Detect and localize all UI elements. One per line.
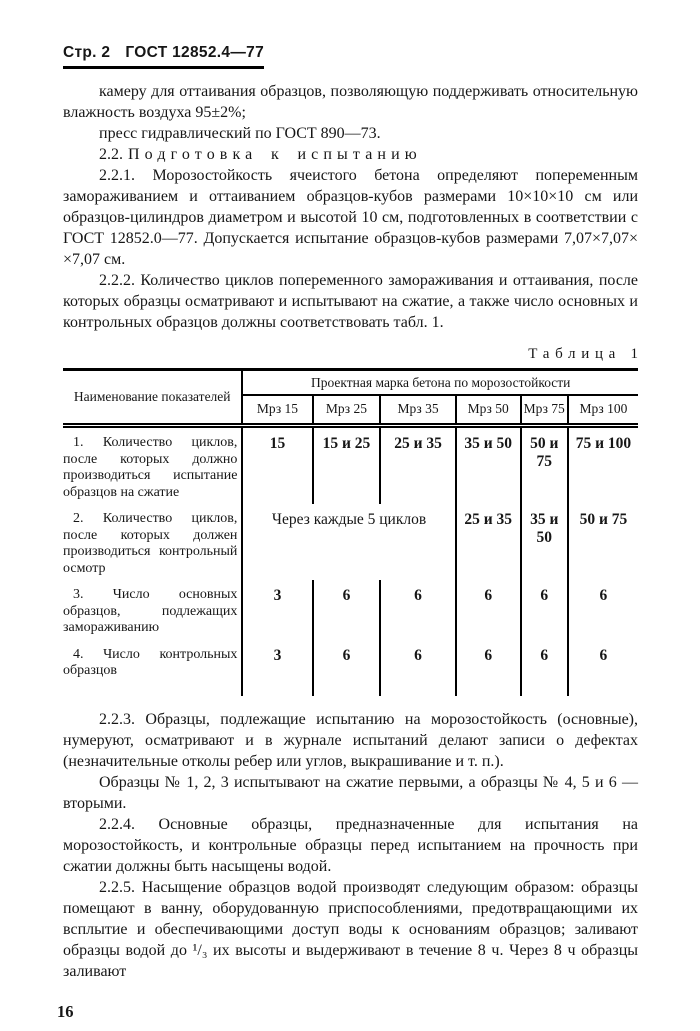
cell-value: 6 — [456, 640, 521, 696]
paragraph-2-2-2: 2.2.2. Количество циклов попеременного замораживания и оттаивания, после которых образцы осматривают и испытывают на сжатие, а также число основных и контрольных образцов должны соответствовать табл. 1. — [63, 272, 638, 331]
cell-value: 6 — [380, 640, 455, 696]
cell-value: 35 и 50 — [456, 426, 521, 505]
cell-value: 50 и 75 — [568, 504, 638, 580]
paragraph-2-2-1: 2.2.1. Морозостойкость ячеистого бетона определяют попеременным замораживанием и оттаиванием образцов-кубов размерами 10×10×10 см или образцов-цилиндров диаметром и высотой 10 см, подготовленных в соответствии с ГОСТ 12852.0—77. Допускается испытание образцов-кубов размерами 7,07×7,07× ×7,07 см. — [63, 167, 638, 268]
table-caption: Таблица 1 — [528, 346, 644, 362]
paragraph-2-2-5: 2.2.5. Насыщение образцов водой производят следующим образом: образцы помещают в ванну, оборудованную приспособлениями, предотвращающими их всплытие и обеспечивающими доступ воды к основаниям образцов; заливают образцы водой до ¹/₃ их высоты и выдерживают в течение 8 ч. Через 8 ч образцы заливают — [63, 878, 638, 980]
cell-span-value: Через каждые 5 циклов — [271, 511, 427, 528]
row-label: 3. Число основных образцов, подлежащих замораживанию — [63, 580, 242, 640]
cell-value: 50 и 75 — [521, 426, 568, 505]
table-row-control-specimens — [63, 640, 638, 696]
cell-value: 3 — [273, 646, 282, 664]
column-header-mrz25: Мрз 25 — [313, 395, 381, 426]
paragraph-thaw-chamber: камеру для оттаивания образцов, позволяющую поддерживать относительную влажность воздуха 95±2%; — [63, 83, 638, 121]
cell-value: 25 и 35 — [456, 504, 521, 580]
paragraph-hydraulic-press: пресс гидравлический по ГОСТ 890—73. — [99, 125, 381, 142]
cell-value: 6 — [521, 640, 568, 696]
column-header-mrz15: Мрз 15 — [242, 395, 312, 426]
cell-value: 75 и 100 — [568, 426, 638, 505]
table-row-compression-cycles — [63, 426, 638, 505]
section-heading-number: 2.2. — [99, 146, 123, 163]
section-heading-text: Подготовка к испытанию — [128, 146, 422, 163]
frost-resistance-table — [63, 368, 638, 696]
table-row-main-specimens — [63, 580, 638, 640]
cell-value: 35 и 50 — [521, 504, 568, 580]
cell-value: 6 — [313, 580, 381, 640]
column-header-indicator-name: Наименование показателей — [63, 370, 242, 426]
row-label: 2. Количество циклов, после которых должен производиться контрольный осмотр — [63, 504, 242, 580]
cell-value: 25 и 35 — [380, 426, 455, 505]
page-number: 16 — [57, 1001, 74, 1021]
cell-value: 6 — [456, 580, 521, 640]
running-header — [63, 44, 264, 69]
cell-value: 6 — [568, 580, 638, 640]
document-body — [63, 81, 644, 982]
row-label: 4. Число контрольных образцов — [63, 640, 242, 696]
column-header-mrz100: Мрз 100 — [568, 395, 638, 426]
page-label: Стр. 2 — [63, 44, 111, 61]
table-row-inspection-cycles — [63, 504, 638, 580]
paragraph-2-2-3-continued: Образцы № 1, 2, 3 испытывают на сжатие первыми, а образцы № 4, 5 и 6 — вторыми. — [63, 773, 638, 812]
cell-value: 15 — [269, 435, 286, 452]
column-header-mrz75: Мрз 75 — [521, 395, 568, 426]
document-number: ГОСТ 12852.4—77 — [125, 44, 264, 61]
paragraph-2-2-4: 2.2.4. Основные образцы, предназначенные для испытания на морозостойкость, и контрольные образцы перед испытанием на прочность при сжатии должны быть насыщены водой. — [63, 815, 638, 875]
column-header-mrz50: Мрз 50 — [456, 395, 521, 426]
cell-value: 6 — [380, 580, 455, 640]
column-header-mrz35: Мрз 35 — [380, 395, 455, 426]
cell-value: 3 — [273, 587, 282, 604]
column-group-header-grades: Проектная марка бетона по морозостойкости — [242, 370, 638, 396]
cell-value: 6 — [568, 640, 638, 696]
cell-value: 15 и 25 — [313, 426, 381, 505]
cell-value: 6 — [313, 640, 381, 696]
cell-value: 6 — [521, 580, 568, 640]
paragraph-2-2-3: 2.2.3. Образцы, подлежащие испытанию на морозостойкость (основные), нумеруют, осматривают и в журнале испытаний делают записи о дефектах (незначительные отколы ребер или углов, выкрашивание и т. п.). — [63, 710, 638, 770]
section-heading-2-2 — [63, 144, 638, 165]
row-label: 1. Количество циклов, после которых должно производиться испытание образцов на сжатие — [63, 426, 242, 505]
